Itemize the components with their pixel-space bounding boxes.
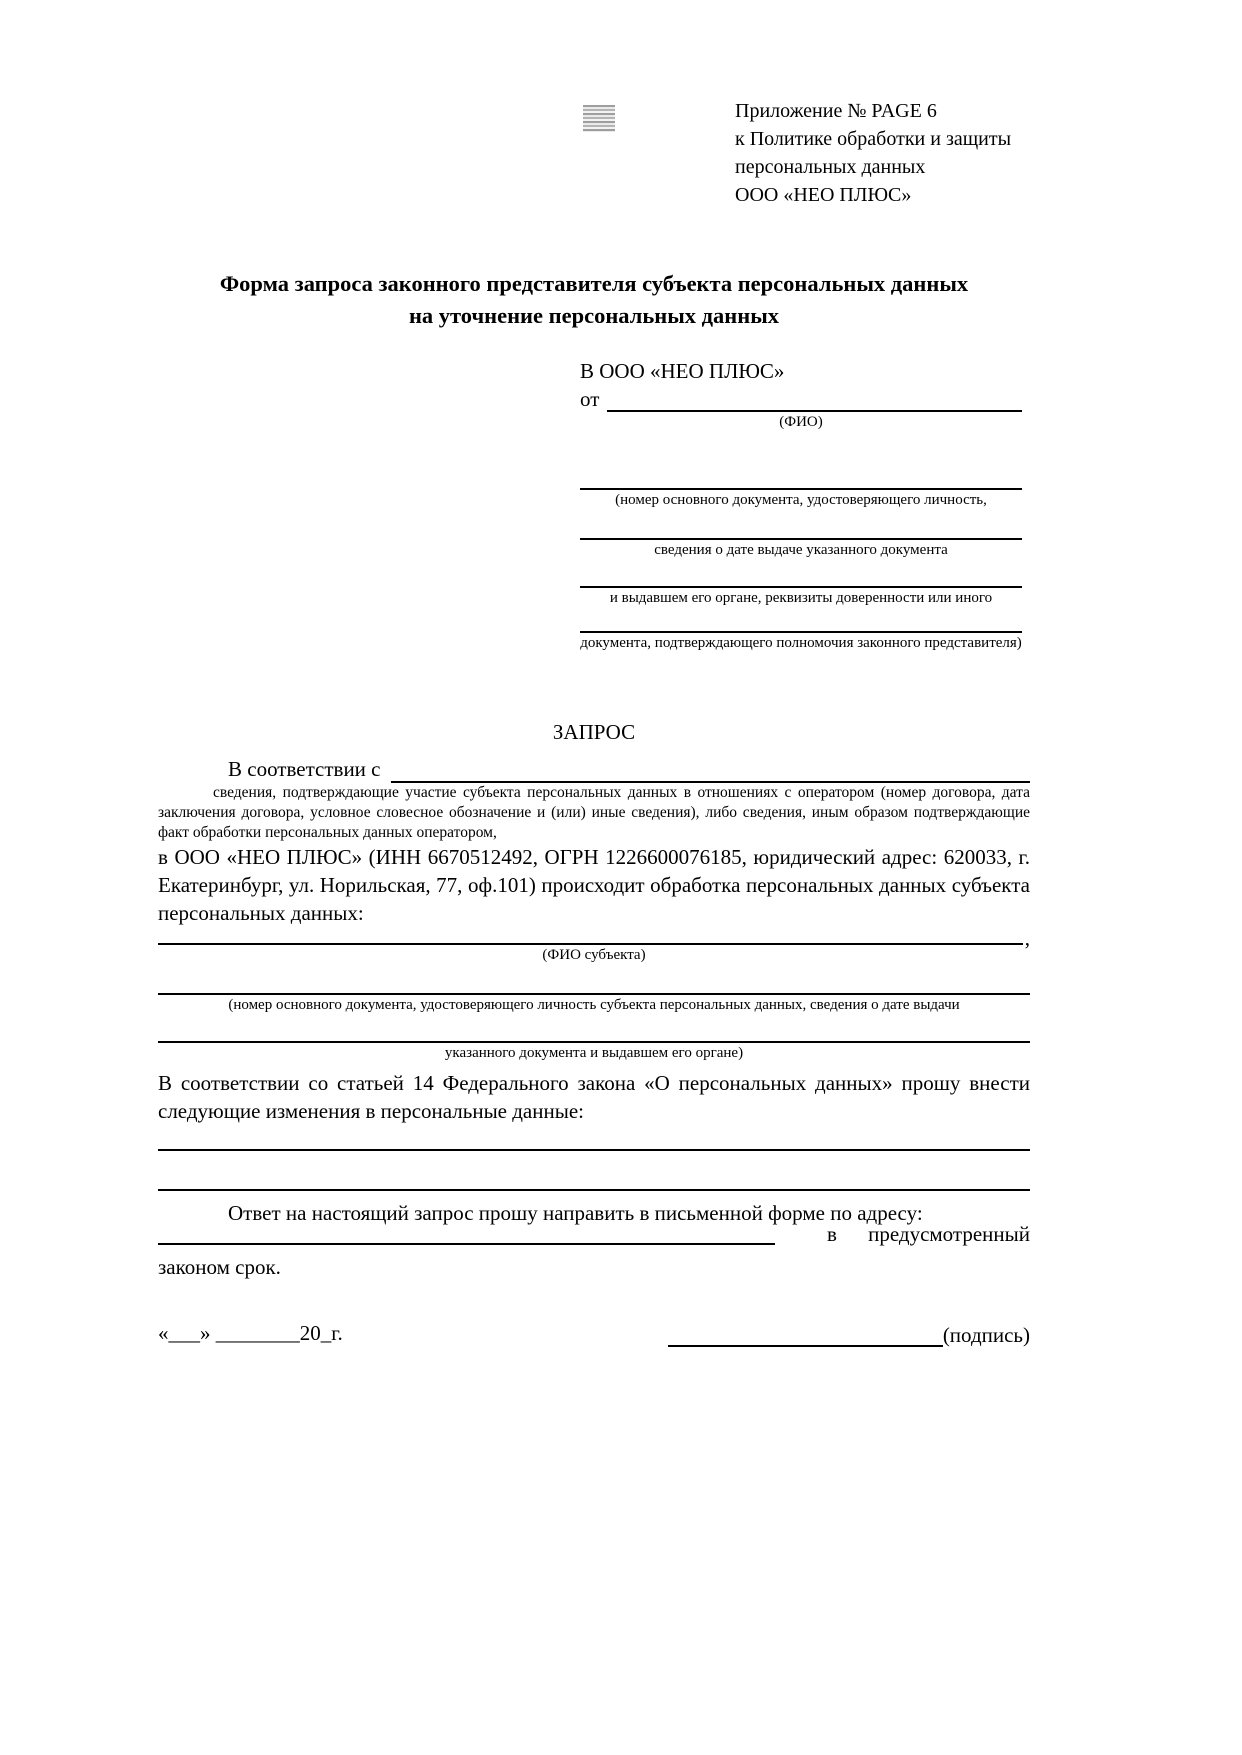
subject-fio-fill-row [158, 926, 1030, 950]
authority-doc-fill-row [580, 608, 1022, 633]
changes-fill-row-2 [158, 1151, 1030, 1191]
from-field-row [580, 385, 1022, 412]
operator-info-paragraph: в ООО «НЕО ПЛЮС» (ИНН 6670512492, ОГРН 1226600076185, юридический адрес: 620033, г. Екатеринбург, ул. Норильская, 77, оф.101) происходит обработка персональных данных субъекта персональных данных: [158, 845, 1030, 925]
request-heading: ЗАПРОС [552, 720, 636, 744]
field-caption-issuer: и выдавшем его органе, реквизиты доверенности или иного [609, 590, 993, 606]
form-title-line1: Форма запроса законного представителя субъекта персональных данных [219, 271, 969, 296]
form-title [158, 268, 1030, 332]
response-address-fill-line[interactable] [158, 1243, 775, 1245]
date-signature-row [158, 1319, 1030, 1347]
doc-issuer-fill-row [580, 560, 1022, 588]
doc-issue-date-fill-row [580, 510, 1022, 540]
subject-doc-issuer-fill-row [158, 1015, 1030, 1043]
law-reference-paragraph: В соответствии со статьей 14 Федерального закона «О персональных данных» прошу внести следующие изменения в персональные данные: [158, 1071, 1030, 1123]
answer-word-predusmotrenny: предусмотренный [868, 1222, 1030, 1246]
date-line[interactable]: «___» ________20_г. [158, 1321, 343, 1345]
appendix-header-line: Приложение № PAGE 6 [735, 100, 937, 122]
addressee-block [580, 357, 1022, 653]
field-caption-doc-number: (номер основного документа, удостоверяющего личность, [615, 492, 987, 508]
form-title-line2: на уточнение персональных данных [408, 303, 780, 328]
response-address-paragraph: Ответ на настоящий запрос прошу направить в письменной форме по адресу: [228, 1201, 923, 1225]
field-caption-issue-date: сведения о дате выдаче указанного документа [654, 542, 948, 558]
subject-line-comma: , [1024, 926, 1030, 950]
field-caption-subject-fio: (ФИО субъекта) [542, 947, 646, 963]
changes-fill-line-1[interactable] [158, 1149, 1030, 1151]
appendix-header-line: ООО «НЕО ПЛЮС» [735, 184, 912, 206]
appendix-header-line: персональных данных [735, 156, 926, 178]
doc-number-fill-row [580, 432, 1022, 490]
field-caption-subject-doc2: указанного документа и выдавшем его органе) [444, 1045, 744, 1061]
changes-fill-line-2[interactable] [158, 1189, 1030, 1191]
appendix-header [735, 97, 1011, 209]
accordance-label: В соответствии с [228, 757, 381, 781]
field-caption-authority-doc: документа, подтверждающего полномочия законного представителя) [580, 635, 1022, 651]
answer-tail-text: законом срок. [158, 1255, 281, 1279]
signature-fill-line[interactable] [668, 1345, 943, 1347]
response-address-fill-row [158, 1222, 1030, 1246]
from-label: от [580, 387, 600, 411]
addressee-company: В ООО «НЕО ПЛЮС» [580, 359, 785, 383]
fine-print-note: сведения, подтверждающие участие субъекта персональных данных в отношениях с оператором (номер договора, дата заключения договора, условное словесное обозначение и (или) иные сведения), либо сведения, иным образом подтверждающие факт обработки персональных данных оператором, [158, 784, 1030, 841]
answer-word-v: в [827, 1222, 837, 1246]
appendix-header-line: к Политике обработки и защиты [735, 128, 1012, 150]
accordance-field-row [158, 755, 1030, 783]
embedded-object-placeholder-icon [583, 105, 615, 132]
field-caption-fio: (ФИО) [779, 414, 823, 430]
field-caption-subject-doc1: (номер основного документа, удостоверяющего личность субъекта персональных данных, сведения о дате выдачи [228, 997, 960, 1013]
signature-group [668, 1323, 1030, 1347]
request-body [158, 755, 1030, 1347]
subject-doc-fill-row [158, 965, 1030, 995]
signature-caption: (подпись) [942, 1323, 1030, 1347]
changes-fill-row-1 [158, 1125, 1030, 1151]
